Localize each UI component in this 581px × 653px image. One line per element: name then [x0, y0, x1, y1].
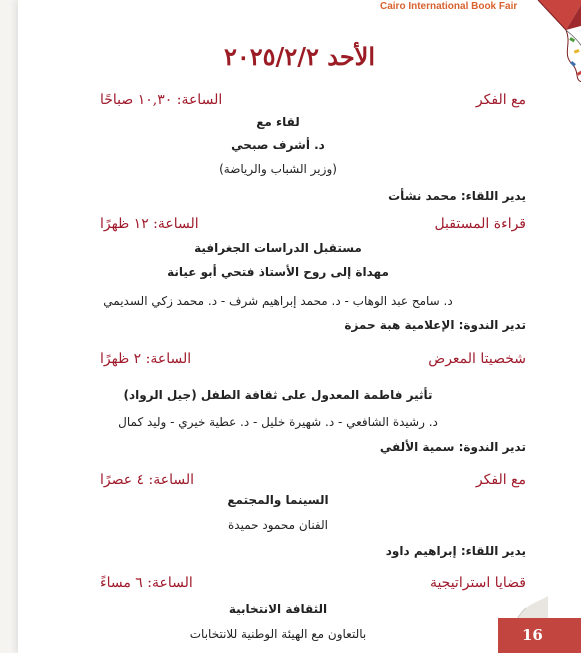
session-speaker: الفنان محمود حميدة	[228, 518, 328, 532]
session-header	[100, 575, 526, 597]
session-time: الساعة: ٢ ظهرًا	[100, 351, 192, 367]
session-speakers: د. رشيدة الشافعي - د. شهيرة خليل - د. عطية خيري - وليد كمال	[118, 415, 438, 429]
session-header	[100, 472, 526, 494]
session-title: السينما والمجتمع	[227, 493, 329, 507]
session-moderator: تدير الندوة: الإعلامية هبة حمزة	[344, 318, 526, 332]
session-title: تأثير فاطمة المعدول على ثقافة الطفل (جيل الرواد)	[123, 388, 433, 402]
session-category: قضايا استراتيجية	[429, 575, 526, 591]
session-title: مستقبل الدراسات الجغرافية	[194, 241, 362, 255]
session-moderator: يدير اللقاء: محمد نشأت	[388, 189, 526, 203]
schedule-date: الأحد ٢٠٢٥/٢/٢	[223, 42, 376, 71]
session-time: الساعة: ١٠,٣٠ صباحًا	[100, 92, 223, 108]
session-title: الثقافة الانتخابية	[228, 602, 328, 616]
session-header	[100, 216, 526, 238]
session-category: مع الفكر	[475, 472, 526, 488]
session-moderator: تدير الندوة: سمية الألفي	[379, 440, 526, 454]
book-fair-brand: Cairo International Book Fair	[380, 1, 518, 12]
session-header	[100, 92, 526, 114]
program-page	[18, 0, 581, 653]
session-line: مهداة إلى روح الأستاذ فتحي أبو عيانة	[167, 265, 389, 279]
session-line: لقاء مع	[256, 115, 300, 129]
session-moderator: يدير اللقاء: إبراهيم داود	[385, 544, 526, 558]
session-category: مع الفكر	[475, 92, 526, 108]
session-line: بالتعاون مع الهيئة الوطنية للانتخابات	[189, 627, 367, 641]
session-category: شخصيتا المعرض	[428, 351, 526, 367]
session-time: الساعة: ١٢ ظهرًا	[100, 216, 199, 232]
session-time: الساعة: ٤ عصرًا	[100, 472, 195, 488]
session-line: (وزير الشباب والرياضة)	[219, 162, 337, 176]
session-header	[100, 351, 526, 373]
session-category: قراءة المستقبل	[434, 216, 526, 232]
session-speaker: د. أشرف صبحي	[231, 138, 325, 152]
page-number: 16	[522, 626, 543, 644]
session-time: الساعة: ٦ مساءً	[100, 575, 193, 591]
session-speakers: د. سامح عبد الوهاب - د. محمد إبراهيم شرف - د. محمد زكي السديمي	[103, 294, 453, 308]
